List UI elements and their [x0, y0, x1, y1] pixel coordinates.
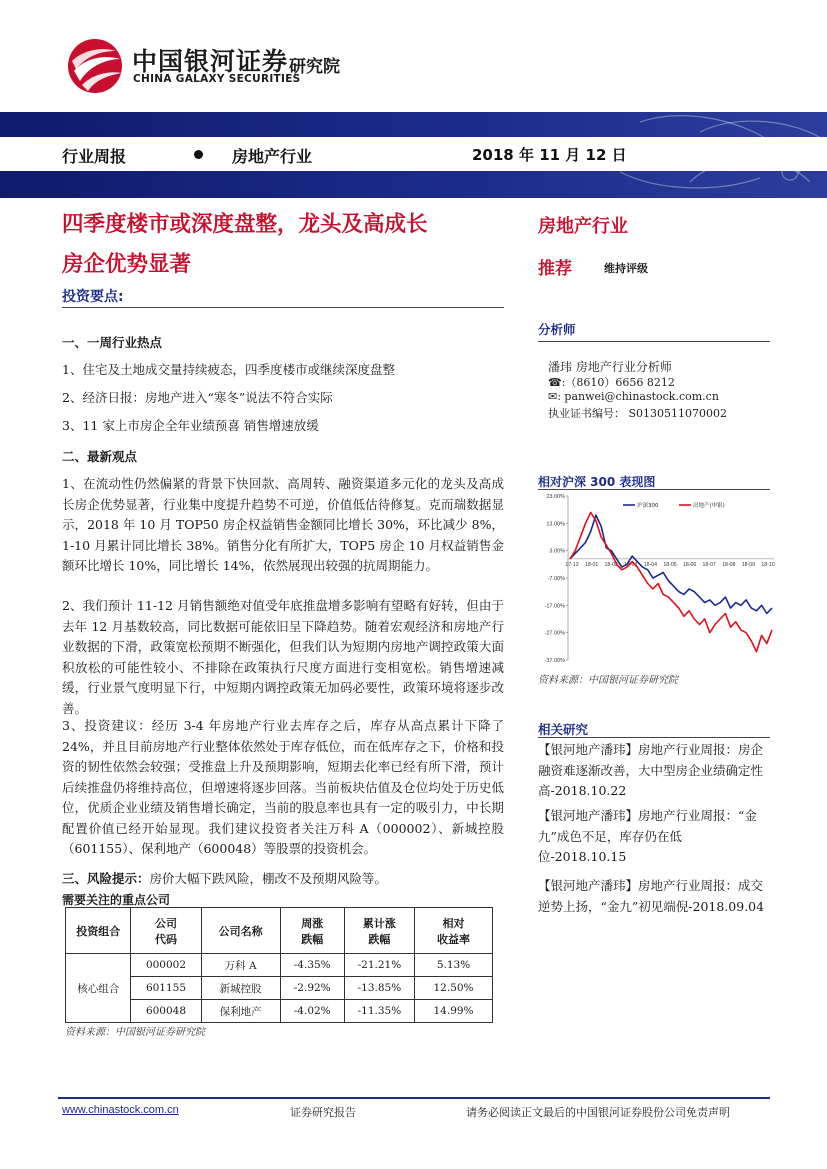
- cell-rel: 5.13%: [415, 954, 493, 977]
- sidebar-industry: 房地产行业: [538, 216, 628, 237]
- cell-name: 新城控股: [201, 977, 280, 1000]
- analyst-cert: 执业证书编号： S0130511070002: [548, 407, 728, 420]
- mail-icon: ✉: [548, 390, 558, 403]
- key-companies-table: [65, 907, 493, 1023]
- x-tick-label: 18-10: [761, 561, 775, 568]
- bullet-dot-icon: [194, 150, 203, 159]
- analyst-phone: ☎:（8610）6656 8212: [548, 376, 675, 389]
- y-tick-label: 3.00%: [549, 548, 565, 555]
- risk-row: [62, 869, 504, 887]
- y-tick-label: -37.00%: [544, 658, 565, 664]
- cell-name: 保利地产: [201, 1000, 280, 1023]
- x-tick-label: 18-06: [682, 561, 697, 568]
- industry-label: 房地产行业: [232, 147, 313, 166]
- th-week: 周涨 跌幅: [280, 908, 344, 954]
- related-item[interactable]: 【银河地产潘玮】房地产行业周报：房企融资难逐渐改善，大中型房企业绩确定性高-2018.10.22: [538, 742, 764, 798]
- analyst-email: ✉: panwei@chinastock.com.cn: [548, 390, 719, 403]
- related-divider: [538, 737, 770, 738]
- report-type: 行业周报: [62, 147, 127, 166]
- y-tick-label: -7.00%: [547, 576, 565, 582]
- galaxy-logo-icon: [66, 37, 124, 95]
- risk-label: 三、风险提示：: [62, 871, 150, 886]
- sidebar-rating: 推荐: [538, 259, 572, 279]
- logo-institute: 研究院: [289, 57, 340, 77]
- table-title: 需要关注的重点公司: [62, 893, 171, 907]
- x-tick-label: 18-01: [584, 561, 599, 568]
- cell-cum: -11.35%: [344, 1000, 414, 1023]
- th-cum: 累计涨 跌幅: [344, 908, 414, 954]
- chart-heading: 相对沪深 300 表现图: [538, 475, 656, 489]
- x-tick-label: 18-08: [722, 561, 736, 568]
- logo-english-name: CHINA GALAXY SECURITIES: [133, 73, 301, 85]
- th-portfolio: 投资组合: [66, 908, 131, 954]
- cell-week: -2.92%: [280, 977, 344, 1000]
- cell-code: 601155: [131, 977, 201, 1000]
- th-code: 公司 代码: [131, 908, 201, 954]
- th-name: 公司名称: [201, 908, 280, 954]
- cell-code: 600048: [131, 1000, 201, 1023]
- group-cell: 核心组合: [66, 954, 131, 1023]
- x-tick-label: 18-02: [604, 561, 618, 568]
- table-source: 资料来源：中国银河证券研究院: [65, 1027, 205, 1038]
- x-tick-label: 18-03: [624, 561, 638, 568]
- y-tick-label: -27.00%: [544, 630, 565, 637]
- legend-label: 沪深300: [637, 503, 659, 509]
- analyst-divider: [538, 341, 770, 342]
- x-tick-label: 18-04: [643, 561, 658, 568]
- cell-code: 000002: [131, 954, 201, 977]
- related-item[interactable]: 【银河地产潘玮】房地产行业周报：“金九”成色不足，库存仍在低位-2018.10.15: [538, 808, 757, 864]
- view-paragraph-1: 1、在流动性仍然偏紧的背景下快回款、高周转、融资渠道多元化的龙头及高成长房企优势显著，行业集中度提升趋势不可逆，价值低估待修复。克而瑞数据显示，2018 年 10 月 TOP50 房企权益销售金额同比增长 30%，环比减少 8%，1-10 月累计同比增长 38%。销售分化有所扩大，TOP5 房企 10 月权益销售金额环比增长 10%，同比增长 14%，依然展现出较强的抗周期能力。: [62, 476, 504, 573]
- cell-name: 万科 A: [201, 954, 280, 977]
- table-header-row: [66, 908, 493, 954]
- footer-middle: 证券研究报告: [290, 1106, 356, 1119]
- y-tick-label: 13.00%: [546, 521, 565, 528]
- report-title-line1: 四季度楼市或深度盘整，龙头及高成长: [62, 212, 428, 237]
- cell-cum: -21.21%: [344, 954, 414, 977]
- analyst-heading: 分析师: [538, 322, 576, 337]
- view-paragraph-2: 2、我们预计 11-12 月销售额绝对值受年底推盘增多影响有望略有好转，但由于去年 12 月基数较高，同比数据可能依旧呈下降趋势。随着宏观经济和房地产行业数据的下滑，政策宽松预期不断强化，但我们认为短期内房地产调控政策大面积放松的可能性较小、不排除在政策执行尺度方面进行变相宽松。销售增速减缓，行业景气度明显下行，中短期内调控政策无加码必要性，政策环境将逐步改善。: [62, 598, 504, 716]
- risk-text: 房价大幅下跌风险，棚改不及预期风险等。: [149, 871, 388, 886]
- footer-disclaimer: 请务必阅读正文最后的中国银河证券股份公司免责声明: [466, 1106, 730, 1119]
- y-tick-label: -17.00%: [544, 603, 565, 610]
- view-paragraph-3: 3、投资建议：经历 3-4 年房地产行业去库存之后，库存从高点累计下降了 24%，并且目前房地产行业整体依然处于库存低位，而在低库存之下，价格和投资的韧性依然会较强；受推盘上升及预期影响，短期去化率已经有所下滑，预计后续推盘仍将维持高位，但增速将逐步回落。当前板块估值及仓位均处于历史低位，优质企业业绩及销售增长确定，当前的股息率也具有一定的吸引力，中长期配置价值已经开始显现。我们建议投资者关注万科 A（000002）、新城控股（601155）、保利地产（600048）等股票的投资机会。: [62, 718, 504, 856]
- analyst-email-address[interactable]: panwei@chinastock.com.cn: [564, 390, 719, 403]
- related-heading: 相关研究: [538, 722, 589, 737]
- x-tick-label: 18-05: [663, 561, 677, 568]
- investment-points-heading: 投资要点:: [62, 289, 124, 305]
- hot-topic-item: 2、经济日报：房地产进入“寒冬”说法不符合实际: [62, 390, 333, 405]
- report-date: 2018 年 11 月 12 日: [472, 146, 627, 164]
- y-tick-label: 23.00%: [546, 494, 565, 500]
- views-heading: 二、最新观点: [62, 449, 138, 464]
- chart-source: 资料来源：中国银河证券研究院: [538, 675, 678, 686]
- related-item[interactable]: 【银河地产潘玮】房地产行业周报：成交逆势上扬，“金九”初见端倪-2018.09.04: [538, 878, 765, 914]
- cell-rel: 14.99%: [415, 1000, 493, 1023]
- sidebar-rating-note: 维持评级: [604, 262, 648, 275]
- hot-topics-heading: 一、一周行业热点: [62, 335, 163, 350]
- cell-cum: -13.85%: [344, 977, 414, 1000]
- cell-rel: 12.50%: [415, 977, 493, 1000]
- table-row: [66, 954, 493, 977]
- title-divider: [62, 307, 504, 308]
- x-tick-label: 17-12: [565, 561, 579, 568]
- analyst-name: 潘玮 房地产行业分析师: [548, 360, 672, 374]
- x-tick-label: 18-09: [741, 561, 756, 568]
- hot-topic-item: 3、11 家上市房企全年业绩预喜 销售增速放缓: [62, 418, 319, 433]
- series-line-real-estate: [570, 512, 775, 651]
- logo-chinese-name: 中国银河证券: [132, 47, 289, 76]
- relative-performance-chart: [538, 490, 778, 668]
- company-logo: [66, 37, 124, 95]
- footer-rule: [58, 1097, 770, 1099]
- x-tick-label: 18-07: [702, 561, 716, 568]
- cell-week: -4.35%: [280, 954, 344, 977]
- legend-label: 房地产(申银): [693, 503, 725, 509]
- th-rel: 相对 收益率: [415, 908, 493, 954]
- report-title-line2: 房企优势显著: [62, 252, 192, 277]
- footer-url[interactable]: www.chinastock.com.cn: [62, 1104, 179, 1116]
- cell-week: -4.02%: [280, 1000, 344, 1023]
- hot-topic-item: 1、住宅及土地成交量持续疲态，四季度楼市或继续深度盘整: [62, 362, 395, 377]
